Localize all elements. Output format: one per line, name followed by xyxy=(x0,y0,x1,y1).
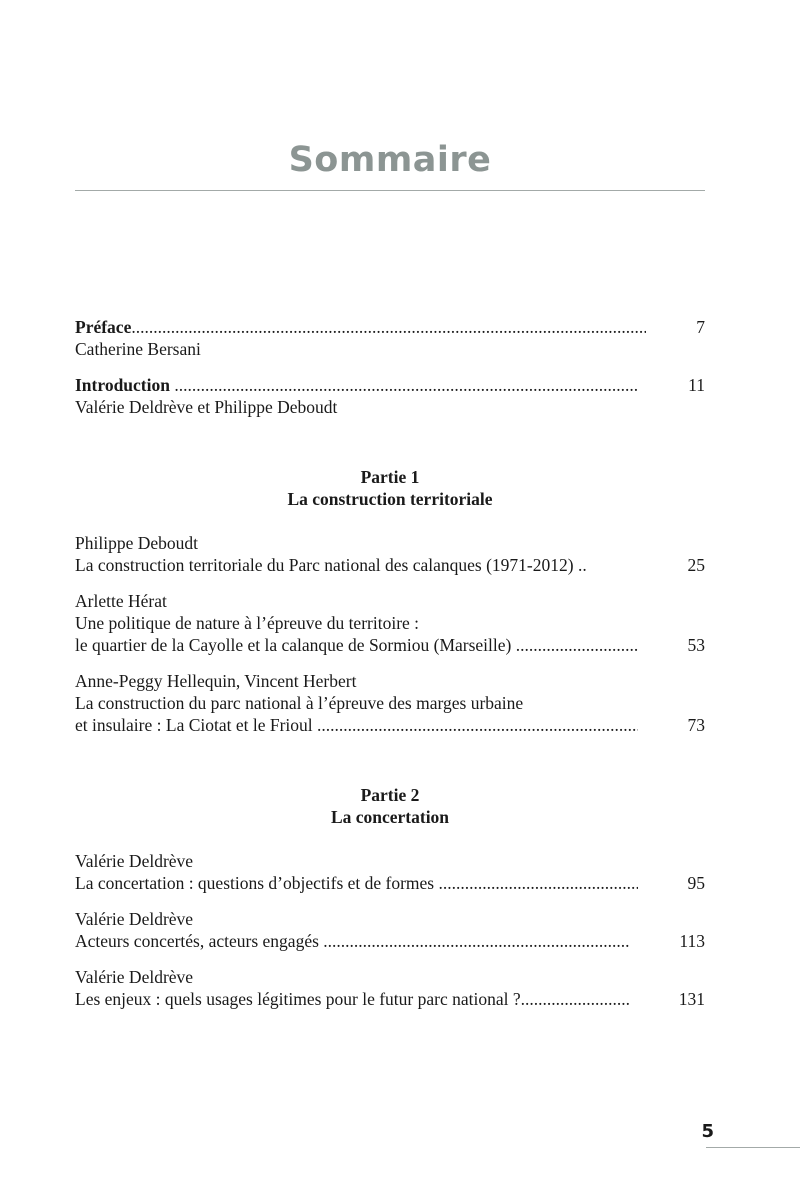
toc-entry-title: le quartier de la Cayolle et la calanque de Sormiou (Marseille) xyxy=(75,635,512,655)
footer-divider xyxy=(706,1147,800,1148)
toc-entry-title: Introduction xyxy=(75,375,170,395)
part-number: Partie 1 xyxy=(360,467,420,487)
toc-entry-title: et insulaire : La Ciotat et le Frioul xyxy=(75,715,313,735)
dot-leader xyxy=(323,930,629,952)
toc-entry-title: Les enjeux : quels usages légitimes pour le futur parc national ? xyxy=(75,989,521,1009)
toc-entry-author: Philippe Deboudt xyxy=(75,533,198,553)
dot-leader xyxy=(516,634,638,656)
part-title: La concertation xyxy=(330,807,450,827)
toc-entry-chapter[interactable] xyxy=(75,850,705,894)
toc-entry-title: Préface xyxy=(75,317,132,337)
toc-entry-author: Catherine Bersani xyxy=(75,339,201,359)
dot-leader xyxy=(439,872,638,894)
toc-page-number: 73 xyxy=(687,715,705,735)
dot-leader xyxy=(521,988,629,1010)
part-number: Partie 2 xyxy=(360,785,420,805)
toc-entry-author: Valérie Deldrève et Philippe Deboudt xyxy=(75,397,338,417)
toc-entry-author: Anne-Peggy Hellequin, Vincent Herbert xyxy=(75,671,357,691)
toc-entry-chapter[interactable] xyxy=(75,908,705,952)
dot-leader xyxy=(174,374,638,396)
part-title: La construction territoriale xyxy=(287,489,493,509)
toc-entry-author: Valérie Deldrève xyxy=(75,851,194,871)
toc-page-number: 113 xyxy=(679,931,705,951)
toc-page-number: 95 xyxy=(687,873,705,893)
toc-entry-title: La concertation : questions d’objectifs et de formes xyxy=(75,873,435,893)
page-title: Sommaire xyxy=(288,140,492,180)
toc-page-number: 25 xyxy=(687,555,705,575)
toc-entry-title: Acteurs concertés, acteurs engagés xyxy=(75,931,319,951)
toc-page-number: 7 xyxy=(696,317,705,337)
toc-entry-chapter[interactable] xyxy=(75,590,705,656)
toc-page-number: 53 xyxy=(687,635,705,655)
toc-entry-chapter[interactable] xyxy=(75,670,705,736)
toc-entry-preface[interactable] xyxy=(75,316,705,360)
title-divider xyxy=(75,190,705,191)
toc-entry-title-line: La construction du parc national à l’épreuve des marges urbaine xyxy=(75,693,524,713)
dot-leader xyxy=(131,316,646,338)
toc-entry-author: Arlette Hérat xyxy=(75,591,167,611)
toc-entry-author: Valérie Deldrève xyxy=(75,909,194,929)
toc-entry-chapter[interactable] xyxy=(75,966,705,1010)
page-number: 5 xyxy=(701,1121,714,1142)
dot-leader xyxy=(317,714,637,736)
toc-entry-author: Valérie Deldrève xyxy=(75,967,194,987)
toc-entry-title-line: Une politique de nature à l’épreuve du territoire : xyxy=(75,613,420,633)
table-of-contents xyxy=(75,316,705,1010)
toc-page-number: 11 xyxy=(688,375,705,395)
toc-entry-introduction[interactable] xyxy=(75,374,705,418)
toc-page-number: 131 xyxy=(678,989,705,1009)
toc-entry-title: La construction territoriale du Parc national des calanques (1971-2012) .. xyxy=(75,555,587,575)
toc-entry-chapter[interactable] xyxy=(75,532,705,576)
